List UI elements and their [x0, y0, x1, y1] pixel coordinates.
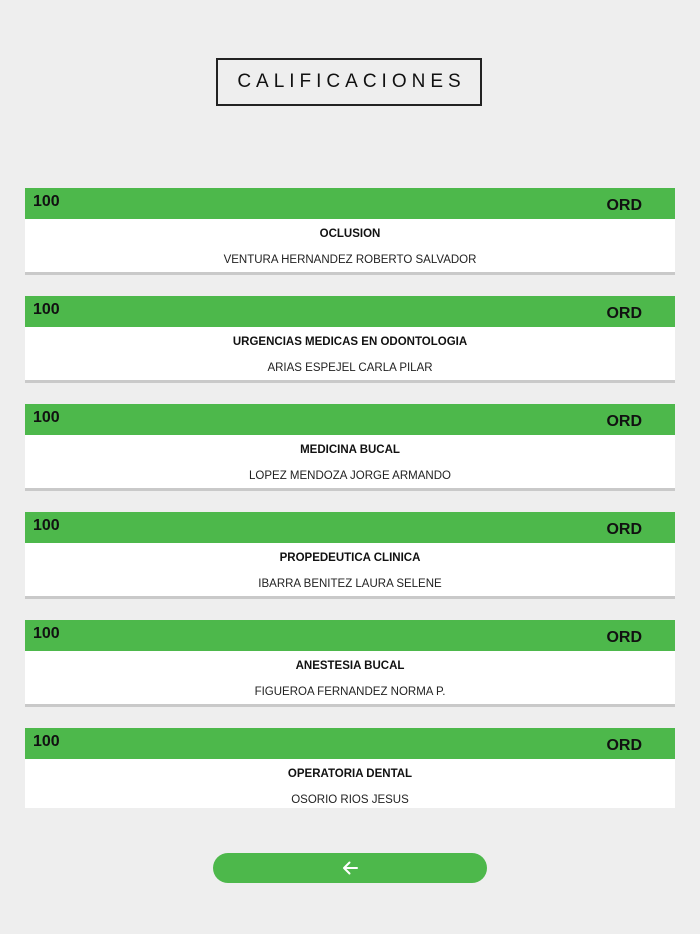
grade-card-body	[25, 759, 675, 808]
grade-type: ORD	[606, 304, 642, 322]
grade-card-body	[25, 327, 675, 383]
grade-card-body	[25, 435, 675, 491]
grade-card	[25, 620, 675, 707]
grades-list	[25, 188, 675, 829]
grade-card-header	[25, 728, 675, 759]
back-button[interactable]	[213, 853, 487, 883]
grade-card-header	[25, 296, 675, 327]
grade-card	[25, 728, 675, 808]
subject-name: MEDICINA BUCAL	[300, 444, 400, 456]
grade-card	[25, 512, 675, 599]
teacher-name: ARIAS ESPEJEL CARLA PILAR	[267, 362, 433, 374]
grade-value: 100	[33, 409, 60, 426]
grade-card-header	[25, 188, 675, 219]
subject-name: PROPEDEUTICA CLINICA	[279, 552, 421, 564]
grade-card	[25, 404, 675, 491]
teacher-name: FIGUEROA FERNANDEZ NORMA P.	[254, 686, 446, 698]
subject-name: URGENCIAS MEDICAS EN ODONTOLOGIA	[232, 336, 468, 348]
arrow-left-icon	[342, 861, 358, 875]
page-title-box	[216, 58, 482, 106]
grade-type: ORD	[606, 520, 642, 538]
grade-card-body	[25, 543, 675, 599]
grade-card-header	[25, 512, 675, 543]
grade-value: 100	[33, 301, 60, 318]
grade-card-body	[25, 651, 675, 707]
subject-name: ANESTESIA BUCAL	[295, 660, 405, 672]
teacher-name: OSORIO RIOS JESUS	[291, 794, 409, 806]
grade-card-header	[25, 620, 675, 651]
grade-value: 100	[33, 733, 60, 750]
teacher-name: IBARRA BENITEZ LAURA SELENE	[258, 578, 442, 590]
grade-type: ORD	[606, 628, 642, 646]
grade-type: ORD	[606, 736, 642, 754]
grade-value: 100	[33, 625, 60, 642]
grade-card	[25, 296, 675, 383]
teacher-name: LOPEZ MENDOZA JORGE ARMANDO	[249, 470, 451, 482]
grade-type: ORD	[606, 412, 642, 430]
grade-value: 100	[33, 517, 60, 534]
subject-name: OCLUSION	[319, 228, 381, 240]
grade-card	[25, 188, 675, 275]
teacher-name: VENTURA HERNANDEZ ROBERTO SALVADOR	[223, 254, 477, 266]
grade-value: 100	[33, 193, 60, 210]
grade-card-body	[25, 219, 675, 275]
page-title: CALIFICACIONES	[237, 71, 466, 92]
subject-name: OPERATORIA DENTAL	[287, 768, 413, 780]
grade-card-header	[25, 404, 675, 435]
grade-type: ORD	[606, 196, 642, 214]
